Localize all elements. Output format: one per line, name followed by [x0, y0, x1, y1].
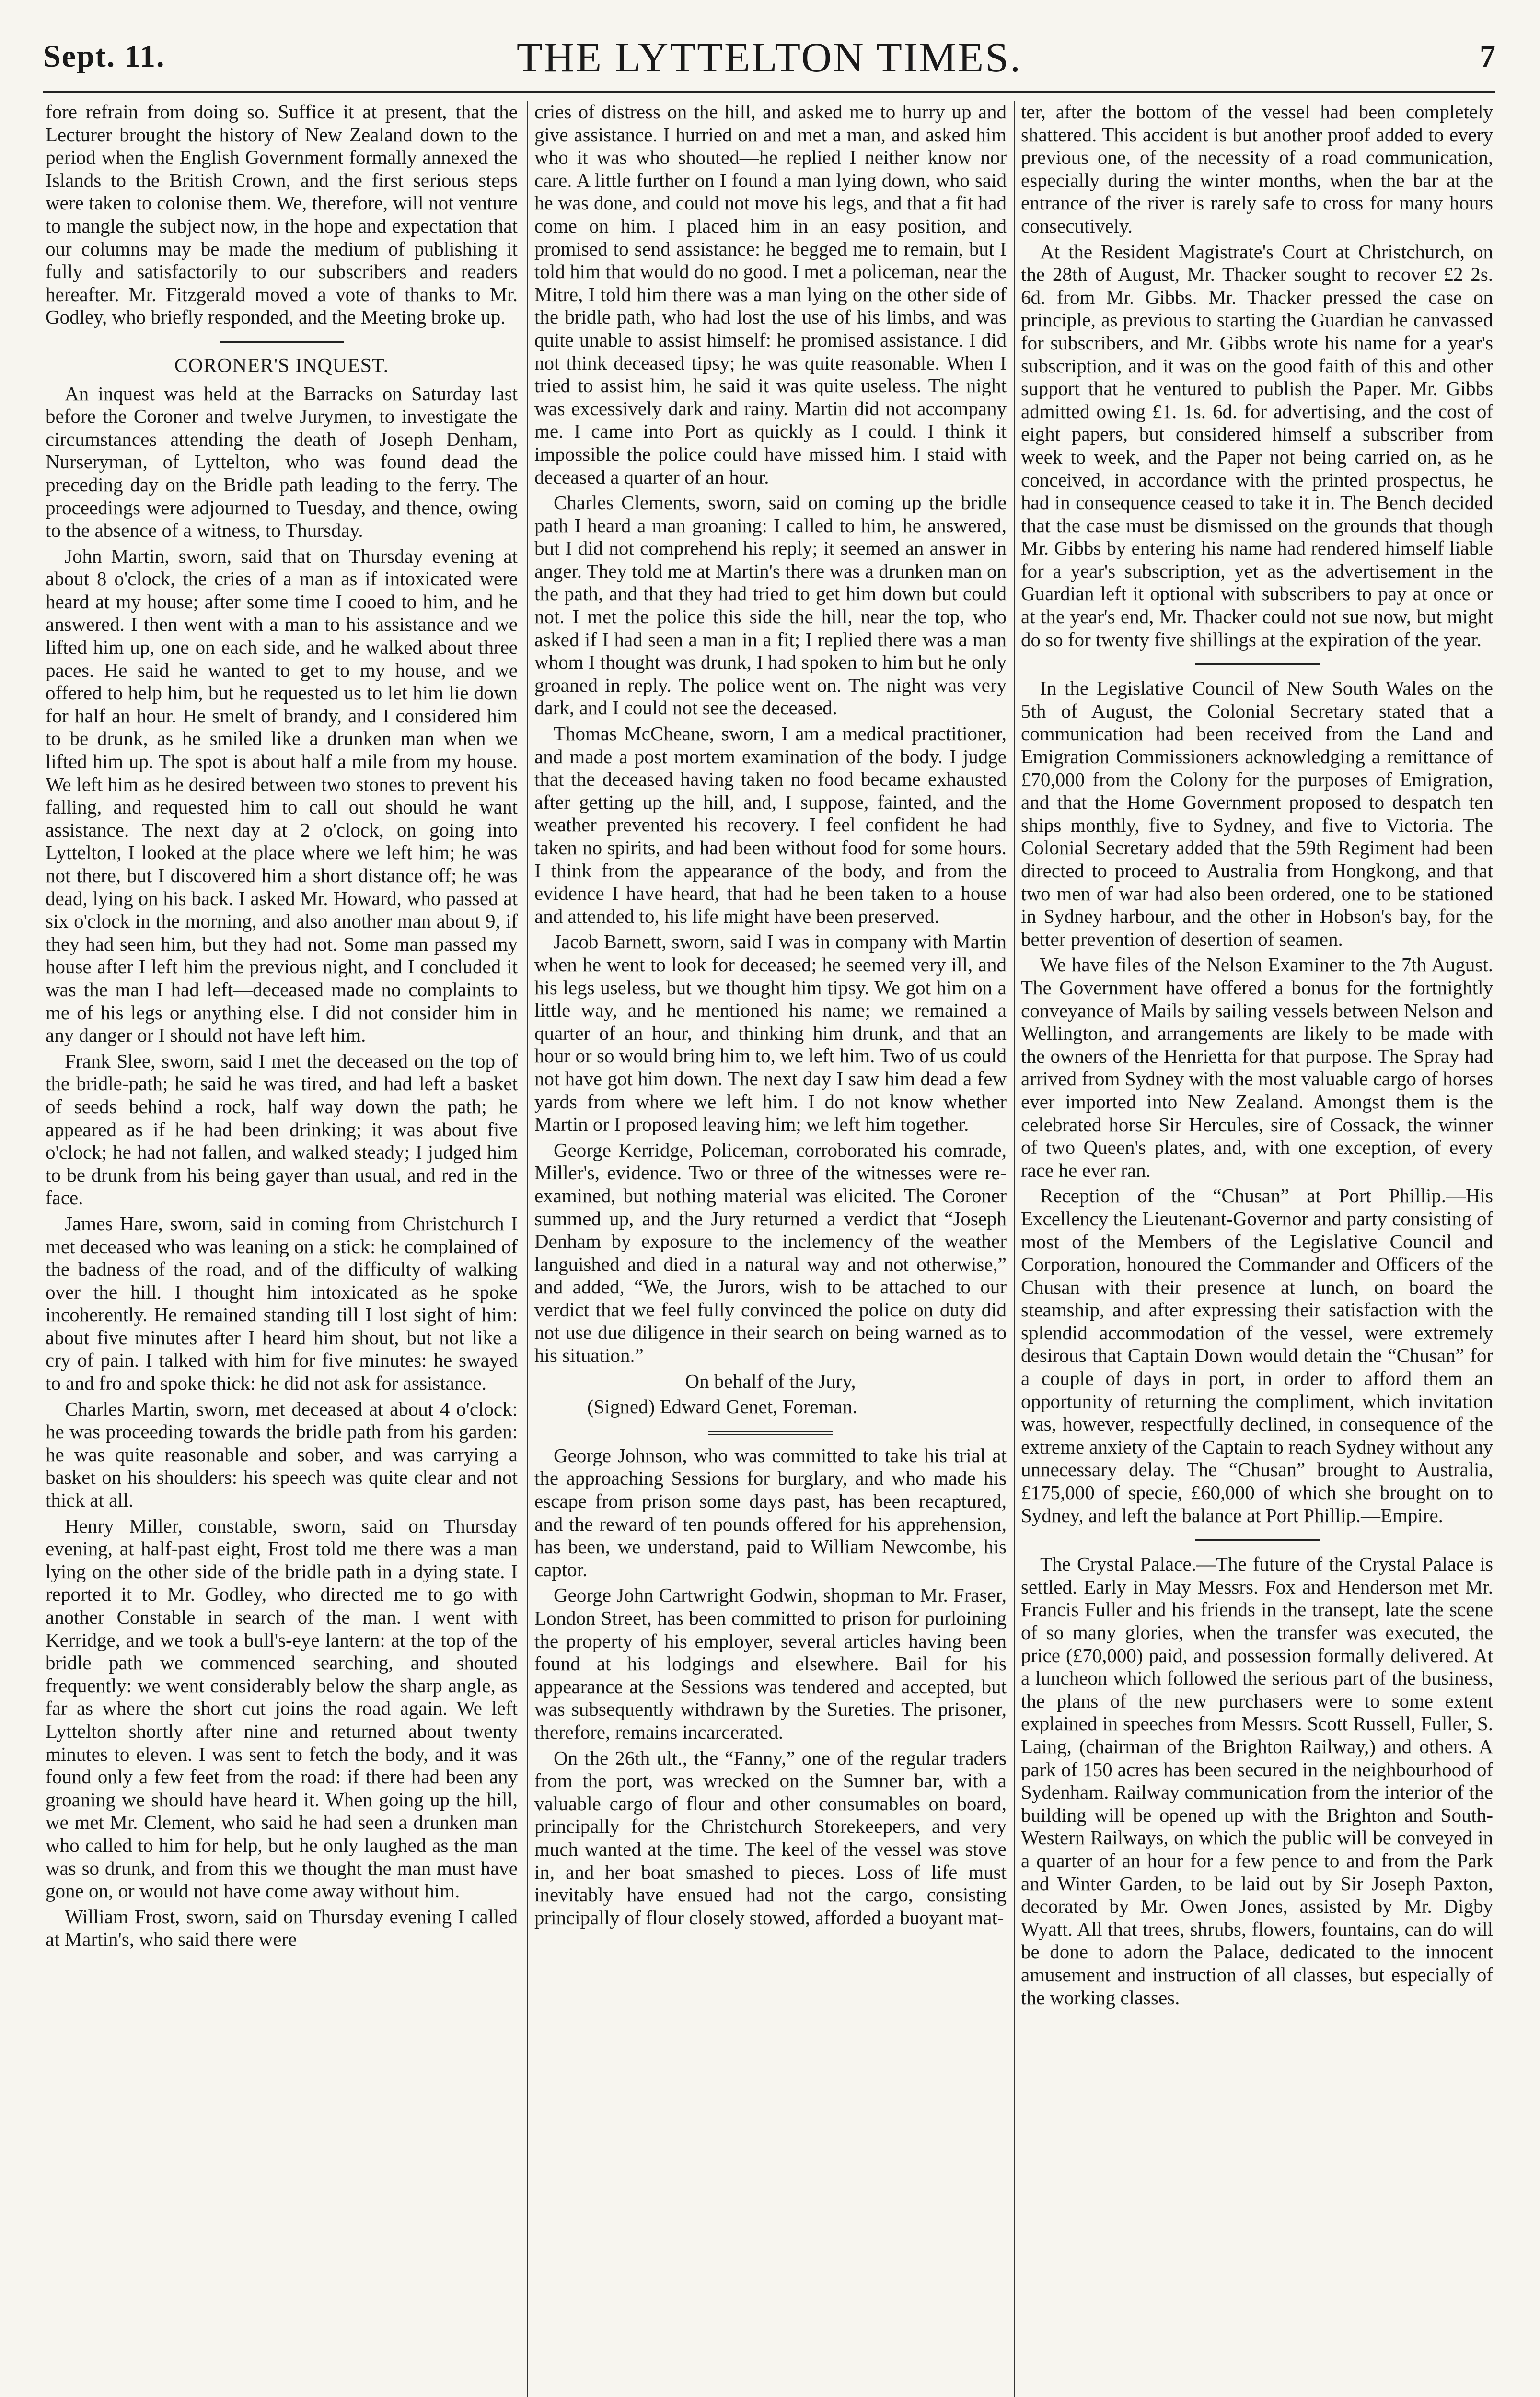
- article-paragraph: Reception of the “Chusan” at Port Phillip.—His Excellency the Lieutenant-Governor and party consisting of most of the Members of the Legislative Council and Corporation, honoured the Commander and Officers of the Chusan with their presence at lunch, on board the steamship, and after expressing their satisfaction with the splendid accommodation of the vessel, were extremely desirous that Captain Down would detain the “Chusan” for a couple of days in port, in order to afford them an opportunity of returning the compliment, which invitation was, however, respectfully declined, in consequence of the extreme anxiety of the Captain to reach Sydney without any unnecessary delay. The “Chusan” brought to Australia, £175,000 of specie, £60,000 of which she brought on to Sydney, and left the balance at Port Phillip.—Empire.: [1021, 1185, 1493, 1526]
- page-number: 7: [1480, 39, 1495, 74]
- article-paragraph: ter, after the bottom of the vessel had been completely shattered. This accident is but another proof added to every previous one, of the necessity of a road communication, especially during the winter months, when the bar at the entrance of the river is rarely safe to cross for many hours consecutively.: [1021, 101, 1493, 237]
- article-paragraph: Thomas McCheane, sworn, I am a medical practitioner, and made a post mortem examination of the body. I judge that the deceased having taken no food became exhausted after getting up the hill, and, I suppose, fainted, and the weather prevented his recovery. I feel confident he had taken no spirits, and had been without food for some hours. I think from the appearance of the body, and from the evidence I have heard, that had he been taken to a house and attended to, his life might have been preserved.: [534, 722, 1007, 927]
- article-paragraph: George Johnson, who was committed to take his trial at the approaching Sessions for burglary, and who made his escape from prison some days past, has been recaptured, and the reward of ten pounds offered for his apprehension, has been, we understand, paid to William Newcombe, his captor.: [534, 1444, 1007, 1581]
- section-separator: [1195, 663, 1320, 667]
- masthead-rule: [43, 91, 1495, 93]
- verdict-signature-line: On behalf of the Jury,: [685, 1370, 856, 1392]
- masthead: [43, 34, 1495, 86]
- article-paragraph: James Hare, sworn, said in coming from Christchurch I met deceased who was leaning on a stick: he complained of the badness of the road, and of the difficulty of walking over the hill. I thought him intoxicated as he spoke incoherently. He remained standing till I lost sight of him: about five minutes after I heard him shout, but not like a cry of pain. I talked with him for five minutes: he swayed to and fro and spoke thick: he did not ask for assistance.: [46, 1212, 518, 1395]
- article-paragraph: Jacob Barnett, sworn, said I was in company with Martin when he went to look for deceased; he seemed very ill, and his legs useless, but we thought him tipsy. We got him on a little way, and he mentioned his name; we remained a quarter of an hour, and thinking him drunk, and that an hour or so would bring him to, we left him. Two of us could not have got him down. The next day I saw him dead a few yards from where we left him. I do not know whether Martin or I proposed leaving him; we left him together.: [534, 931, 1007, 1136]
- article-paragraph: Charles Martin, sworn, met deceased at about 4 o'clock: he was proceeding towards the bridle path from his garden: he was quite reasonable and sober, and was carrying a basket on his shoulders: his speech was quite clear and not thick at all.: [46, 1397, 518, 1512]
- article-paragraph: John Martin, sworn, said that on Thursday evening at about 8 o'clock, the cries of a man as if intoxicated were heard at my house; after some time I cooed to him, and he answered. I then went with a man to his assistance and we lifted him up, one on each side, and he walked about three paces. He said he wanted to get to my house, and we offered to help him, but he requested us to let him lie down for half an hour. He smelt of brandy, and I considered him to be drunk, as he smiled like a drunken man when we lifted him up. The spot is about half a mile from my house. We left him as he desired between two stones to prevent his falling, and requested him to call out should he want assistance. The next day at 2 o'clock, on going into Lyttelton, I looked at the place where we left him; he was not there, but I discovered him a short distance off; he was dead, lying on his back. I asked Mr. Howard, who passed at six o'clock in the morning, and also another man about 9, if they had seen him, but they had not. Some man passed my house after I left him the previous night, and I concluded it was the man I had left—deceased made no complaints to me of his legs or anything else. I did not consider him in any danger or I should not have left him.: [46, 545, 518, 1047]
- article-paragraph: On the 26th ult., the “Fanny,” one of the regular traders from the port, was wrecked on the Sumner bar, with a valuable cargo of flour and other consumables on board, principally for the Christchurch Storekeepers, and very much wanted at the time. The keel of the vessel was stove in, and her boat smashed to pieces. Loss of life must inevitably have ensued had not the cargo, consisting principally of flour closely stowed, afforded a buoyant mat-: [534, 1746, 1007, 1929]
- issue-date: Sept. 11.: [43, 39, 165, 74]
- column-1: [46, 101, 518, 2397]
- section-separator: [220, 341, 344, 345]
- article-paragraph: Charles Clements, sworn, said on coming up the bridle path I heard a man groaning: I called to him, he answered, but I did not comprehend his reply; it seemed an answer in anger. They told me at Martin's there was a drunken man on the path, and that they had tried to get him down but could not. I met the police this side the hill, near the top, who asked if I had seen a man in a fit; I replied there was a man whom I thought was drunk, I had spoken to him but he only groaned in reply. The police went on. The night was very dark, and I could not see the deceased.: [534, 491, 1007, 719]
- article-paragraph: In the Legislative Council of New South Wales on the 5th of August, the Colonial Secretary stated that a communication had been received from the Land and Emigration Commissioners acknowledging a remittance of £70,000 from the Colony for the purposes of Emigration, and that the Home Government proposed to despatch ten ships monthly, five to Sydney, and five to Victoria. The Colonial Secretary added that the 59th Regiment had been directed to proceed to Australia from Hongkong, and that two men of war had also been ordered, one to be stationed in Sydney harbour, and the other in Hobson's bay, for the better prevention of desertion of seamen.: [1021, 677, 1493, 950]
- column-divider: [1014, 101, 1015, 2397]
- article-paragraph: An inquest was held at the Barracks on Saturday last before the Coroner and twelve Jurymen, to investigate the circumstances attending the death of Joseph Denham, Nurseryman, of Lyttelton, who was found dead the preceding day on the Bridle path leading to the ferry. The proceedings were adjourned to Tuesday, and thence, owing to the absence of a witness, to Thursday.: [46, 382, 518, 542]
- article-paragraph: cries of distress on the hill, and asked me to hurry up and give assistance. I hurried on and met a man, and asked him who it was who shouted—he replied I neither know nor care. A little further on I found a man lying down, who said he was done, and could not move his legs, and that a fit had come on him. I placed him in an easy position, and promised to send assistance: he begged me to remain, but I told him that would do no good. I met a policeman, near the Mitre, I told him there was a man lying on the other side of the bridle path, who had lost the use of his limbs, and was quite unable to assist himself: he promised assistance. I did not think deceased tipsy; he was quite reasonable. When I tried to assist him, he said it was quite useless. The night was excessively dark and rainy. Martin did not accompany me. I came into Port as quickly as I could. I think it impossible the police could have missed him. I staid with deceased a quarter of an hour.: [534, 101, 1007, 488]
- section-separator: [708, 1431, 833, 1435]
- column-3: [1021, 101, 1493, 2397]
- article-paragraph: George Kerridge, Policeman, corroborated his comrade, Miller's, evidence. Two or three of the witnesses were re-examined, but nothing material was elicited. The Coroner summed up, and the Jury returned a verdict that “Joseph Denham by exposure to the inclemency of the weather languished and died in a natural way and not otherwise,” and added, “We, the Jurors, wish to be attached to our verdict that we feel fully convinced the police on duty did not use due diligence in their search on being warned as to his situation.”: [534, 1139, 1007, 1367]
- article-paragraph: Henry Miller, constable, sworn, said on Thursday evening, at half-past eight, Frost told me there was a man lying on the other side of the bridle path in a dying state. I reported it to Mr. Godley, who directed me to go with another Constable in search of the man. I went with Kerridge, and we took a bull's-eye lantern: at the top of the bridle path we commenced searching, and shouted frequently: we went considerably below the sharp angle, as far as where the short cut joins the road again. We left Lyttelton shortly after nine and returned about twenty minutes to eleven. I was sent to fetch the body, and it was found only a few feet from the road: if there had been any groaning we should have heard it. When going up the hill, we met Mr. Clement, who said he had seen a drunken man who called to him for help, but he only laughed as the man was so drunk, and from this we thought the man must have gone on, or would not have come away without him.: [46, 1514, 518, 1902]
- section-separator: [1195, 1539, 1320, 1543]
- column-divider: [527, 101, 528, 2397]
- article-paragraph: The Crystal Palace.—The future of the Crystal Palace is settled. Early in May Messrs. Fox and Henderson met Mr. Francis Fuller and his friends in the transept, late the scene of so many glories, when the transfer was executed, the price (£70,000) paid, and possession formally delivered. At a luncheon which followed the serious part of the business, the plans of the new purchasers were to some extent explained in speeches from Messrs. Scott Russell, Fuller, S. Laing, (chairman of the Brighton Railway,) and others. A park of 150 acres has been secured in the neighbourhood of Sydenham. Railway communication from the interior of the building will be opened up with the Brighton and South-Western Railways, on which the public will be conveyed in a quarter of an hour for a few pence to and from the Park and Winter Garden, to be laid out by Sir Joseph Paxton, decorated by Mr. Owen Jones, assisted by Mr. Digby Wyatt. All that trees, shrubs, flowers, fountains, can do will be done to adorn the Palace, dedicated to the innocent amusement and instruction of all classes, but especially of the working classes.: [1021, 1553, 1493, 2009]
- article-paragraph: We have files of the Nelson Examiner to the 7th August. The Government have offered a bonus for the fortnightly conveyance of Mails by sailing vessels between Nelson and Wellington, and arrangements are likely to be made with the owners of the Henrietta for that purpose. The Spray had arrived from Sydney with the most valuable cargo of horses ever imported into New Zealand. Amongst them is the celebrated horse Sir Hercules, sire of Cossack, the winner of two Queen's plates, and, with one exception, of every race he ever ran.: [1021, 954, 1493, 1181]
- article-paragraph: George John Cartwright Godwin, shopman to Mr. Fraser, London Street, has been committed to prison for purloining the property of his employer, several articles having been found at his lodgings and elsewhere. Bail for his appearance at the Sessions was tendered and accepted, but was subsequently withdrawn by the Sureties. The prisoner, therefore, remains incarcerated.: [534, 1584, 1007, 1743]
- newspaper-title: THE LYTTELTON TIMES.: [516, 35, 1022, 81]
- article-paragraph: William Frost, sworn, said on Thursday evening I called at Martin's, who said there were: [46, 1905, 518, 1951]
- column-2: [534, 101, 1007, 2397]
- article-paragraph: At the Resident Magistrate's Court at Christchurch, on the 28th of August, Mr. Thacker sought to recover £2 2s. 6d. from Mr. Gibbs. Mr. Thacker pressed the case on principle, as previous to starting the Guardian he canvassed for subscribers, and Mr. Gibbs wrote his name for a year's subscription, and it was on the good faith of this and other support that he ventured to publish the Paper. Mr. Gibbs admitted owing £1. 1s. 6d. for advertising, and the cost of eight papers, but considered himself a subscriber from week to week, and the Paper not being carried on, as he conceived, in accordance with the printed prospectus, he had in consequence ceased to take it in. The Bench decided that the case must be dismissed on the grounds that though Mr. Gibbs by entering his name had rendered himself liable for a year's subscription, yet as the advertisement in the Guardian left it optional with subscribers to pay at once or at the year's end, Mr. Thacker could not sue now, but might do so for twenty five shillings at the expiration of the year.: [1021, 240, 1493, 651]
- article-heading: CORONER'S INQUEST.: [174, 354, 389, 377]
- verdict-signature-name: (Signed) Edward Genet, Foreman.: [587, 1396, 857, 1418]
- article-paragraph: Frank Slee, sworn, said I met the deceased on the top of the bridle-path; he said he was tired, and had left a basket of seeds behind a rock, half way down the path; he appeared as if he had been drinking; it was about five o'clock; he had not fallen, and walked steady; I judged him to be drunk from his being gayer than usual, and red in the face.: [46, 1049, 518, 1209]
- article-paragraph: fore refrain from doing so. Suffice it at present, that the Lecturer brought the history of New Zealand down to the period when the English Government formally annexed the Islands to the British Crown, and the first serious steps were taken to colonise them. We, therefore, will not venture to mangle the subject now, in the hope and expectation that our columns may be made the medium of publishing it fully and satisfactorily to our subscribers and readers hereafter. Mr. Fitzgerald moved a vote of thanks to Mr. Godley, who briefly responded, and the Meeting broke up.: [46, 101, 518, 328]
